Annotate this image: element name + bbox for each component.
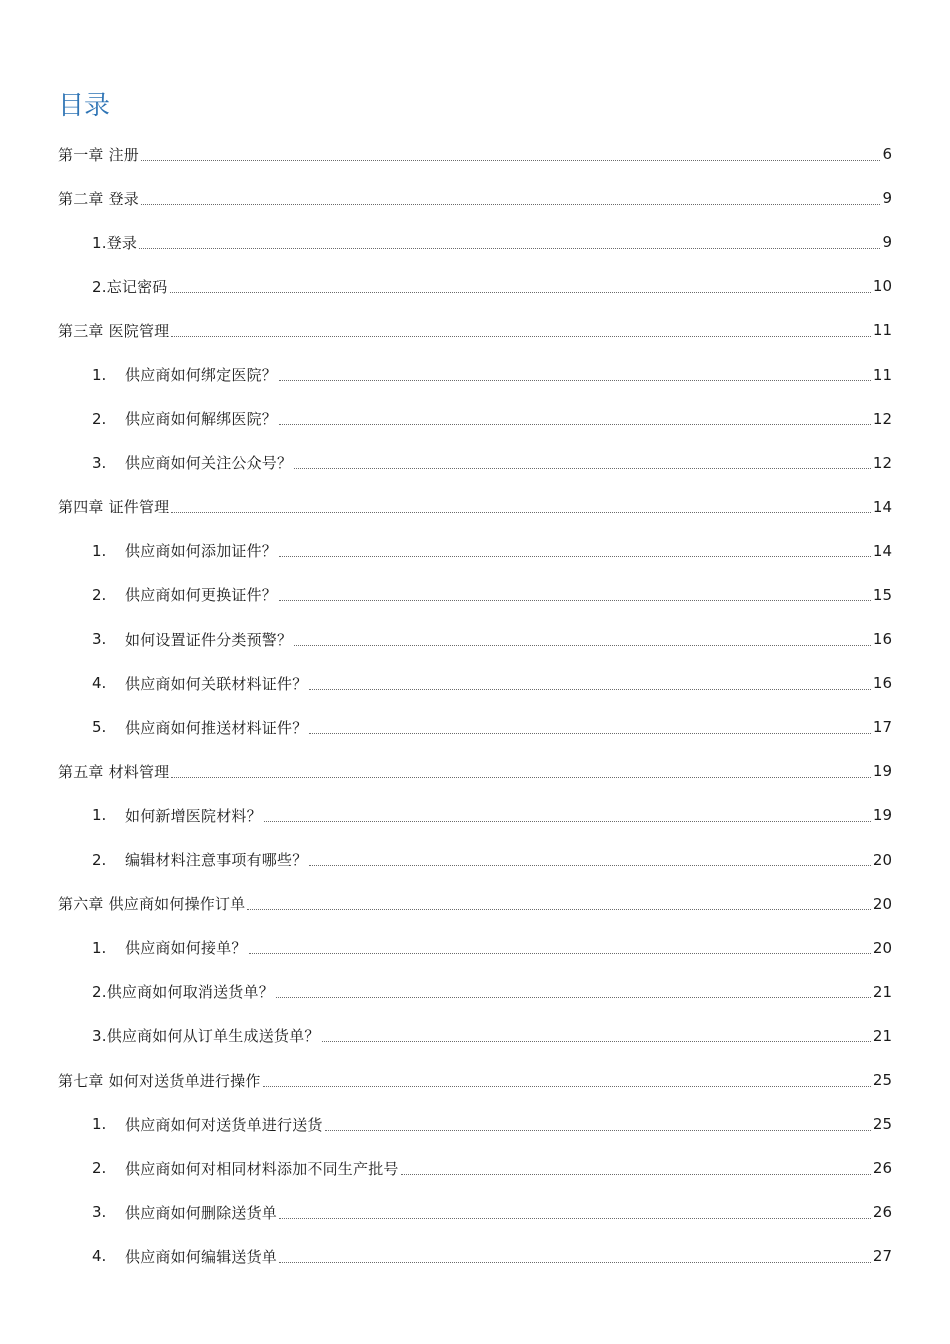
toc-entry[interactable] [0,1146,950,1190]
toc-entry-page-number: 25 [872,1071,892,1090]
toc-entry-label: 2.供应商如何取消送货单？ [92,983,274,1002]
toc-entry-label: 供应商如何更换证件？ [125,586,278,605]
toc-entry-page-number: 21 [872,1026,892,1045]
dot-leader [325,1130,871,1131]
toc-entry-label: 供应商如何推送材料证件？ [125,718,308,737]
dot-leader [401,1174,871,1175]
dot-leader [141,160,880,161]
dot-leader [263,1086,871,1087]
toc-entry-label: 供应商如何解绑医院？ [125,410,278,429]
toc-entry-number: 3. [92,453,107,472]
toc-entry-label: 第五章 材料管理 [58,762,170,781]
toc-entry-page-number: 16 [872,630,892,649]
toc-entry[interactable] [0,793,950,837]
toc-entry-number: 5. [92,718,107,737]
toc-entry-number: 2. [92,850,107,869]
toc-entry-page-number: 25 [872,1115,892,1134]
toc-entry-number: 1. [92,365,107,384]
toc-entry-label: 第四章 证件管理 [58,498,170,517]
dot-leader [276,997,871,998]
toc-entry-page-number: 20 [872,850,892,869]
dot-leader [309,733,871,734]
toc-entry-page-number: 15 [872,585,892,604]
toc-entry-label: 第二章 登录 [58,189,139,208]
toc-entry[interactable] [0,661,950,705]
dot-leader [170,292,871,293]
toc-entry-number: 1. [92,541,107,560]
toc-entry-number: 3. [92,630,107,649]
toc-entry[interactable] [0,749,950,793]
toc-entry[interactable] [0,1234,950,1278]
toc-entry-label: 编辑材料注意事项有哪些？ [125,851,308,870]
toc-entry-label: 供应商如何添加证件？ [125,542,278,561]
toc-entry[interactable] [0,308,950,352]
toc-entry[interactable] [0,926,950,970]
toc-entry[interactable] [0,176,950,220]
toc-entry-number: 1. [92,938,107,957]
toc-entry-page-number: 20 [872,894,892,913]
toc-entry[interactable] [0,485,950,529]
toc-entry-page-number: 11 [872,321,892,340]
dot-leader [171,512,871,513]
toc-entry-page-number: 11 [872,365,892,384]
toc-entry-label: 供应商如何对相同材料添加不同生产批号 [125,1159,399,1178]
toc-entry-number: 2. [92,409,107,428]
dot-leader [171,777,871,778]
dot-leader [279,424,871,425]
dot-leader [249,953,871,954]
toc-entry-page-number: 19 [872,762,892,781]
toc-entry-page-number: 9 [882,189,892,208]
dot-leader [247,909,871,910]
toc-entry-label: 如何设置证件分类预警？ [125,630,293,649]
toc-entry-label: 如何新增医院材料？ [125,806,262,825]
dot-leader [279,380,871,381]
toc-title: 目录 [58,91,111,121]
toc-entry-page-number: 26 [872,1159,892,1178]
toc-entry-page-number: 16 [872,674,892,693]
dot-leader [294,645,871,646]
toc-entry[interactable] [0,441,950,485]
toc-entry-number: 1. [92,806,107,825]
dot-leader [264,821,871,822]
dot-leader [139,248,880,249]
toc-list [0,132,950,1278]
toc-entry-page-number: 27 [872,1247,892,1266]
toc-entry-label: 第一章 注册 [58,145,139,164]
toc-entry-label: 供应商如何关注公众号？ [125,454,293,473]
toc-entry[interactable] [0,882,950,926]
dot-leader [279,1218,871,1219]
toc-entry-number: 2. [92,585,107,604]
toc-entry-label: 第六章 供应商如何操作订单 [58,895,246,914]
toc-entry-page-number: 17 [872,718,892,737]
dot-leader [309,689,871,690]
dot-leader [294,468,871,469]
toc-entry-label: 2.忘记密码 [92,277,168,296]
toc-entry[interactable] [0,1102,950,1146]
dot-leader [279,600,871,601]
toc-entry-number: 1. [92,1115,107,1134]
dot-leader [171,336,871,337]
toc-entry-label: 供应商如何删除送货单 [125,1203,278,1222]
toc-entry-page-number: 6 [882,145,892,164]
toc-entry[interactable] [0,264,950,308]
toc-entry-page-number: 14 [872,497,892,516]
toc-entry-label: 1.登录 [92,233,138,252]
toc-entry-label: 第三章 医院管理 [58,321,170,340]
toc-entry-number: 4. [92,1247,107,1266]
toc-entry-page-number: 19 [872,806,892,825]
toc-entry[interactable] [0,1190,950,1234]
toc-entry-page-number: 21 [872,982,892,1001]
dot-leader [141,204,880,205]
toc-entry-page-number: 10 [872,277,892,296]
dot-leader [322,1041,871,1042]
toc-entry-label: 供应商如何编辑送货单 [125,1247,278,1266]
toc-entry[interactable] [0,1058,950,1102]
toc-entry-number: 3. [92,1203,107,1222]
toc-entry[interactable] [0,352,950,396]
toc-entry-label: 供应商如何接单？ [125,939,247,958]
toc-entry-label: 供应商如何绑定医院？ [125,366,278,385]
toc-entry-label: 第七章 如何对送货单进行操作 [58,1071,261,1090]
toc-entry-label: 3.供应商如何从订单生成送货单？ [92,1027,320,1046]
toc-entry[interactable] [0,132,950,176]
toc-entry[interactable] [0,220,950,264]
toc-entry-label: 供应商如何关联材料证件？ [125,674,308,693]
toc-entry[interactable] [0,617,950,661]
dot-leader [279,1262,871,1263]
dot-leader [309,865,871,866]
toc-entry-page-number: 14 [872,541,892,560]
dot-leader [279,556,871,557]
toc-entry-page-number: 12 [872,453,892,472]
toc-entry-number: 2. [92,1159,107,1178]
toc-entry-page-number: 12 [872,409,892,428]
toc-entry[interactable] [0,529,950,573]
toc-entry-label: 供应商如何对送货单进行送货 [125,1115,323,1134]
toc-entry-page-number: 20 [872,938,892,957]
toc-entry[interactable] [0,705,950,749]
toc-entry[interactable] [0,397,950,441]
toc-entry[interactable] [0,970,950,1014]
toc-entry[interactable] [0,838,950,882]
toc-entry-number: 4. [92,674,107,693]
toc-entry[interactable] [0,1014,950,1058]
toc-entry-page-number: 9 [882,233,892,252]
toc-entry-page-number: 26 [872,1203,892,1222]
toc-entry[interactable] [0,573,950,617]
